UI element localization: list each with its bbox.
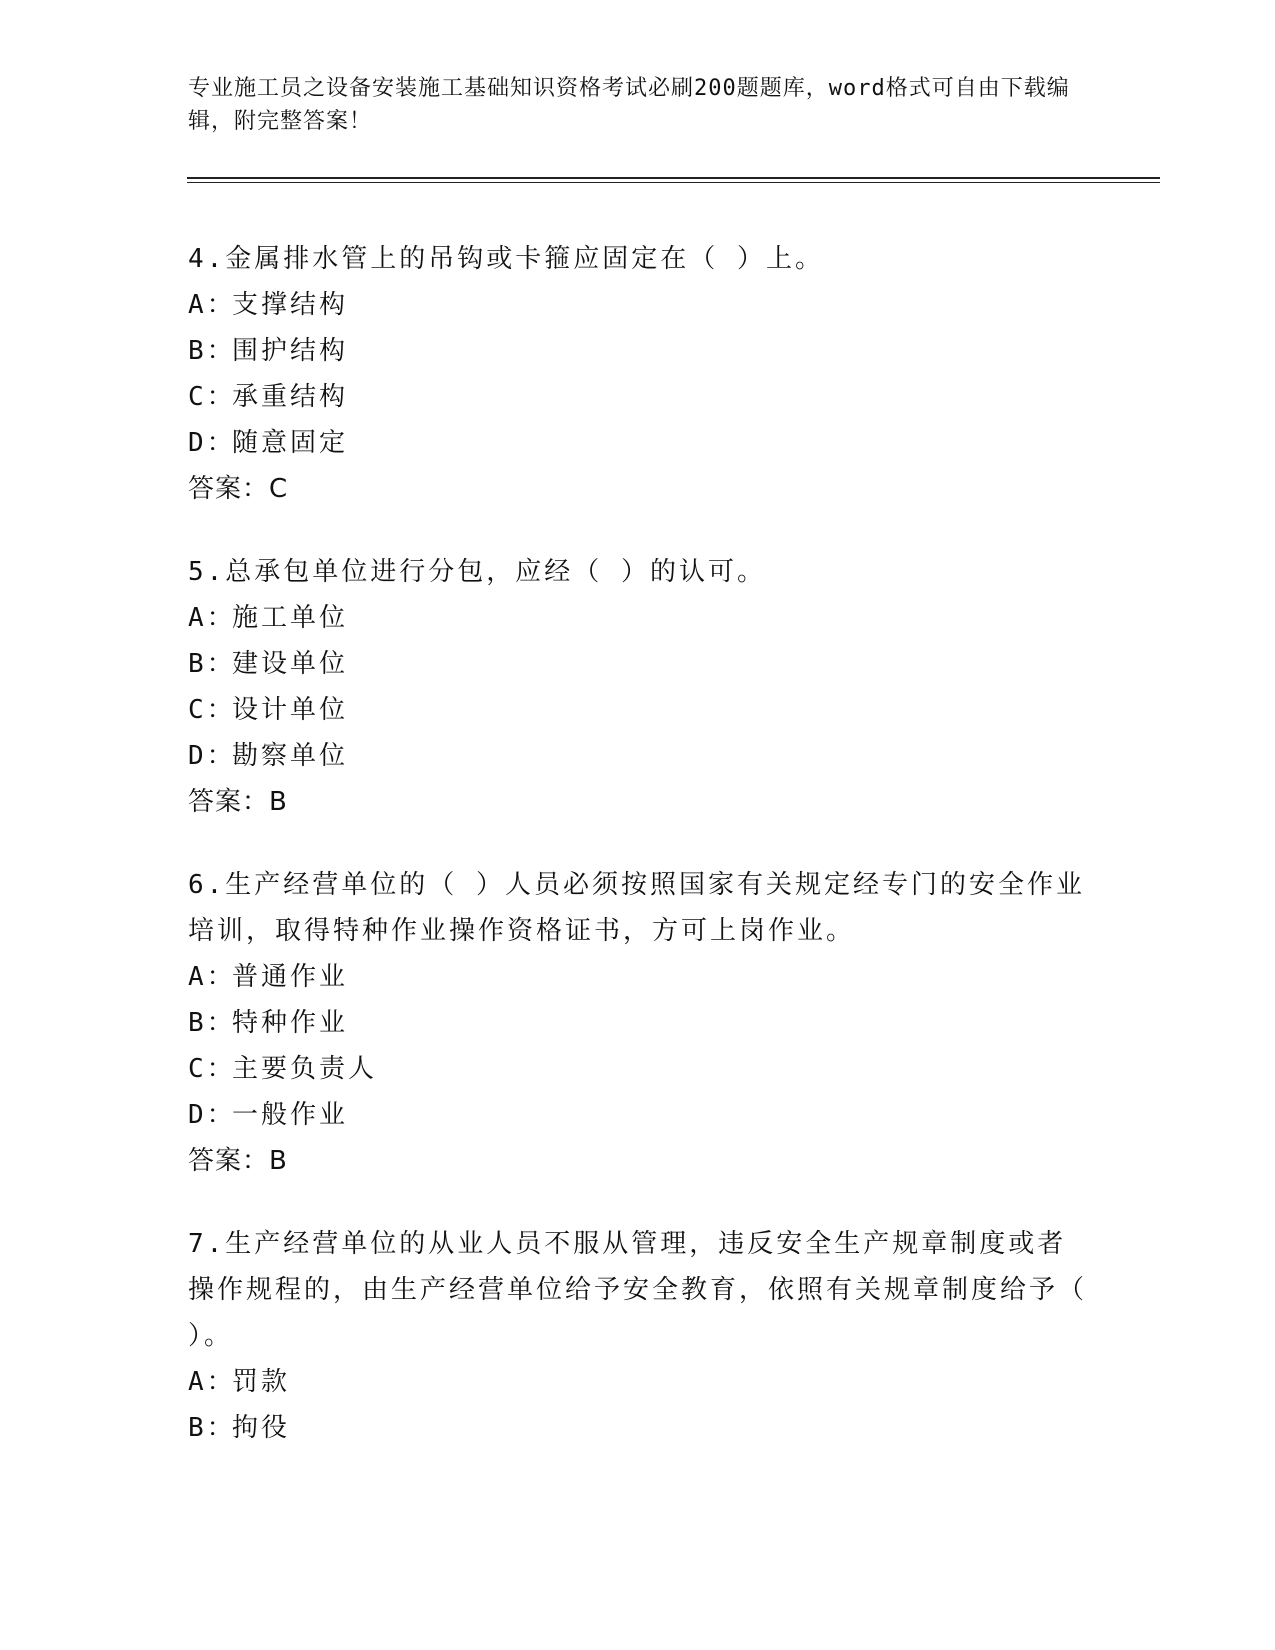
option-b — [188, 328, 1088, 374]
question-6 — [188, 862, 1088, 1184]
option-text: 勘察单位 — [232, 741, 349, 771]
option-text: 罚款 — [232, 1367, 291, 1397]
option-text: 特种作业 — [232, 1008, 349, 1038]
option-text: 一般作业 — [232, 1100, 349, 1130]
option-c — [188, 374, 1088, 420]
option-letter: A： — [188, 962, 236, 992]
option-letter: A： — [188, 290, 236, 320]
option-letter: B： — [188, 1413, 236, 1443]
option-b — [188, 1405, 1088, 1451]
option-letter: D： — [188, 741, 236, 771]
question-stem: 6.生产经营单位的（ ）人员必须按照国家有关规定经专门的安全作业培训，取得特种作业操作资格证书，方可上岗作业。 — [188, 870, 1085, 946]
answer-line: 答案：B — [188, 1146, 288, 1176]
option-a — [188, 1359, 1088, 1405]
option-a — [188, 595, 1088, 641]
option-letter: D： — [188, 1100, 236, 1130]
option-text: 围护结构 — [232, 336, 349, 366]
option-text: 设计单位 — [232, 695, 349, 725]
option-letter: C： — [188, 1054, 236, 1084]
option-c — [188, 1046, 1088, 1092]
header-divider-thick — [187, 177, 1160, 179]
option-d — [188, 1092, 1088, 1138]
answer-line: 答案：C — [188, 474, 289, 504]
option-text: 主要负责人 — [232, 1054, 378, 1084]
question-stem: 7.生产经营单位的从业人员不服从管理，违反安全生产规章制度或者操作规程的，由生产经营单位给予安全教育，依照有关规章制度给予（ ）。 — [188, 1229, 1088, 1351]
option-text: 施工单位 — [232, 603, 349, 633]
question-5 — [188, 549, 1088, 825]
question-stem: 4.金属排水管上的吊钩或卡箍应固定在（ ）上。 — [188, 244, 824, 274]
option-text: 拘役 — [232, 1413, 291, 1443]
question-4 — [188, 236, 1088, 512]
option-c — [188, 687, 1088, 733]
option-text: 承重结构 — [232, 382, 349, 412]
option-text: 随意固定 — [232, 428, 349, 458]
option-letter: B： — [188, 1008, 236, 1038]
option-text: 普通作业 — [232, 962, 349, 992]
document-header: 专业施工员之设备安装施工基础知识资格考试必刷200题题库，word格式可自由下载编辑，附完整答案！ — [188, 76, 1070, 134]
question-list — [188, 236, 1088, 1488]
header-divider-thin — [187, 182, 1160, 183]
option-a — [188, 954, 1088, 1000]
question-7 — [188, 1221, 1088, 1451]
option-b — [188, 641, 1088, 687]
option-b — [188, 1000, 1088, 1046]
option-d — [188, 733, 1088, 779]
option-text: 支撑结构 — [232, 290, 349, 320]
option-letter: A： — [188, 1367, 236, 1397]
option-letter: C： — [188, 382, 236, 412]
answer-line: 答案：B — [188, 787, 288, 817]
option-letter: B： — [188, 649, 236, 679]
option-d — [188, 420, 1088, 466]
option-letter: A： — [188, 603, 236, 633]
option-letter: B： — [188, 336, 236, 366]
option-text: 建设单位 — [232, 649, 349, 679]
option-letter: C： — [188, 695, 236, 725]
option-letter: D： — [188, 428, 236, 458]
question-stem: 5.总承包单位进行分包，应经（ ）的认可。 — [188, 557, 766, 587]
option-a — [188, 282, 1088, 328]
